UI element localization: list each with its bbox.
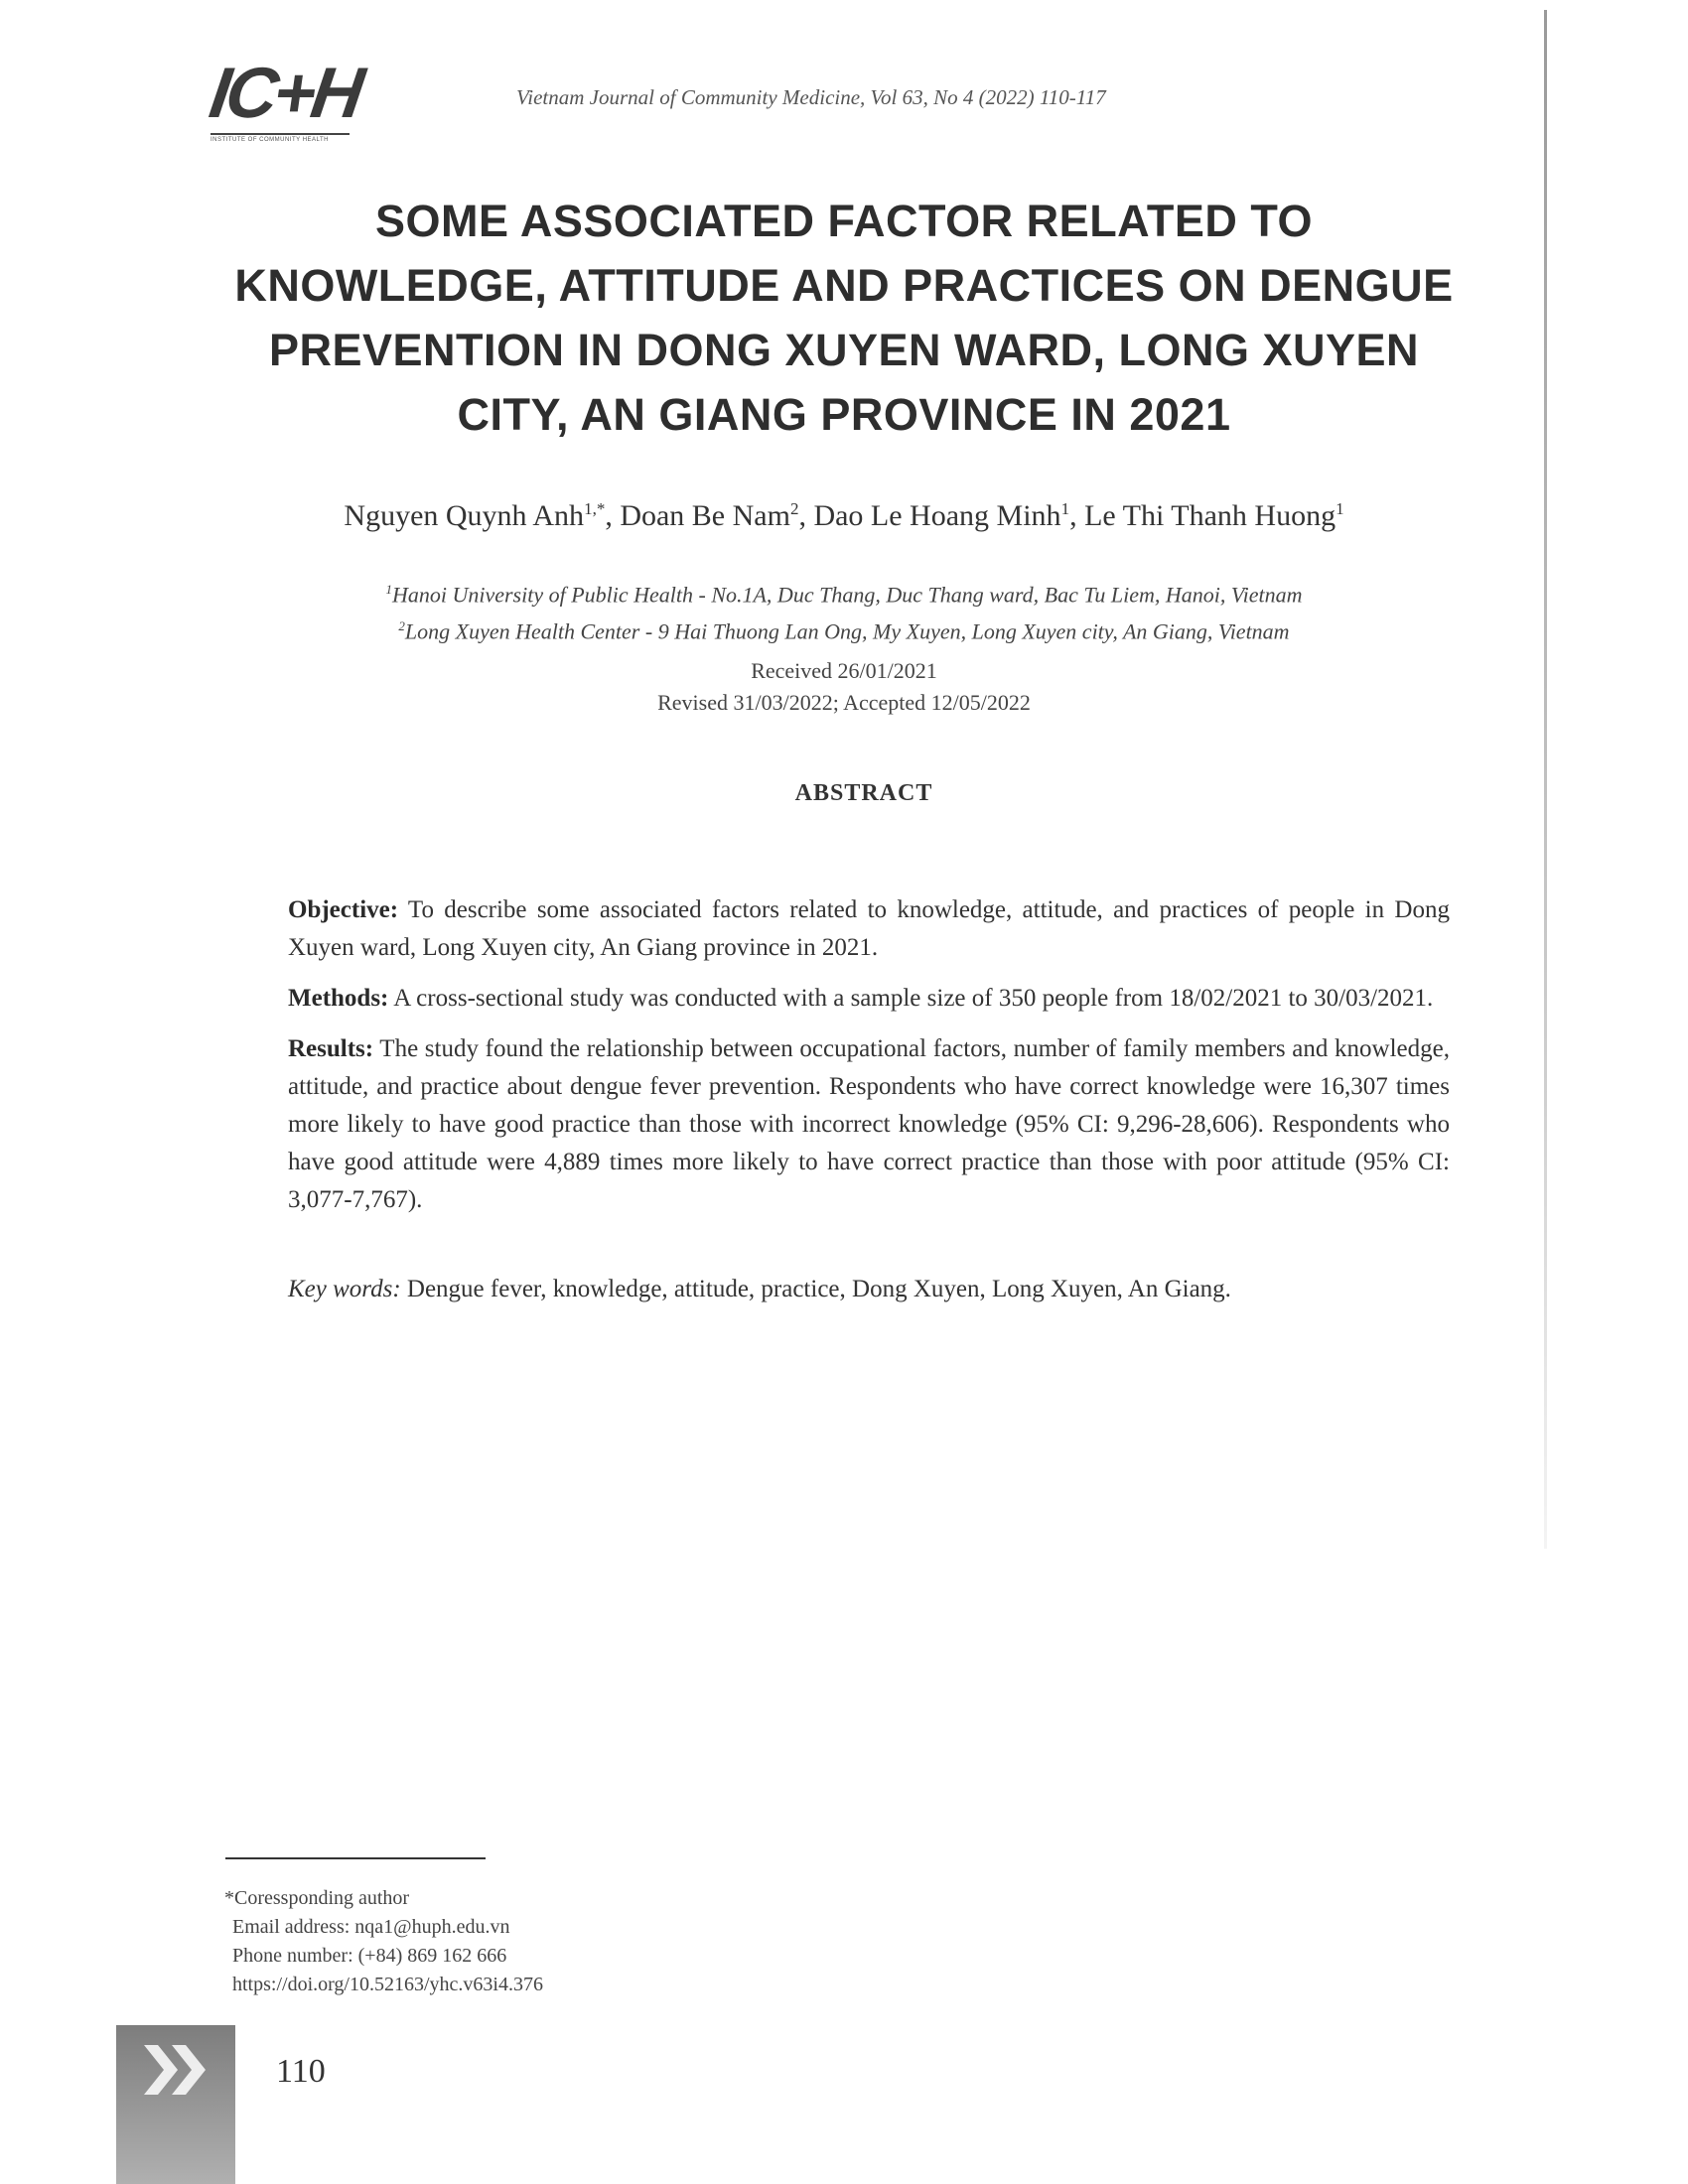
- abstract-keywords: [288, 1271, 1450, 1308]
- keywords-label: Key words:: [288, 1276, 401, 1302]
- results-label: Results:: [288, 1035, 374, 1062]
- keywords-text: Dengue fever, knowledge, attitude, practice, Dong Xuyen, Long Xuyen, An Giang.: [400, 1276, 1231, 1302]
- author-superscript: 1: [1060, 499, 1070, 518]
- affiliation-text: Hanoi University of Public Health - No.1A, Duc Thang, Duc Thang ward, Bac Tu Liem, Hanoi, Vietnam: [391, 582, 1303, 608]
- double-chevron-right-icon: [144, 2045, 210, 2095]
- page-edge-shadow: [1544, 10, 1547, 1549]
- article-title: SOME ASSOCIATED FACTOR RELATED TO KNOWLEDGE, ATTITUDE AND PRACTICES ON DENGUE PREVENTION IN DONG XUYEN WARD, LONG XUYEN CITY, AN GIANG PROVINCE IN 2021: [234, 196, 1454, 440]
- received-date: Received 26/01/2021: [751, 658, 937, 683]
- author-name: Doan Be Nam: [620, 499, 790, 532]
- affiliation-superscript: 2: [398, 618, 405, 634]
- author-name: Nguyen Quynh Anh: [344, 499, 585, 532]
- results-text: The study found the relationship between occupational factors, number of family members and knowledge, attitude, and practice about dengue fever prevention. Respondents who have correct knowledge were 16,307 times more likely to have good practice than those with incorrect knowledge (95% CI: 9,296-28,606). Respondents who have good attitude were 4,889 times more likely to have correct practice than those with poor attitude (95% CI: 3,077-7,767).: [288, 1035, 1450, 1213]
- footnote: [224, 1884, 919, 1999]
- objective-label: Objective:: [288, 896, 399, 923]
- revised-accepted-date: Revised 31/03/2022; Accepted 12/05/2022: [657, 690, 1031, 715]
- affiliation-list: [228, 574, 1460, 648]
- article-dates: [228, 655, 1460, 719]
- methods-label: Methods:: [288, 985, 389, 1012]
- doi-link: https://doi.org/10.52163/yhc.v63i4.376: [232, 1974, 543, 1995]
- author-superscript: 1: [1336, 499, 1344, 518]
- objective-text: To describe some associated factors related to knowledge, attitude, and practices of people in Dong Xuyen ward, Long Xuyen city, An Giang province in 2021.: [288, 896, 1450, 961]
- author-separator: ,: [798, 499, 814, 532]
- footnote-divider: [225, 1857, 486, 1859]
- abstract-heading: ABSTRACT: [794, 780, 933, 806]
- abstract-results: [288, 1030, 1450, 1219]
- author-superscript: 1,*: [584, 499, 606, 518]
- page-number: 110: [276, 2053, 326, 2090]
- abstract-methods: [288, 980, 1450, 1018]
- phone-number: Phone number: (+84) 869 162 666: [232, 1945, 507, 1967]
- author-name: Dao Le Hoang Minh: [813, 499, 1061, 532]
- logo-mark: IC+H: [205, 54, 365, 133]
- author-name: Le Thi Thanh Huong: [1084, 499, 1336, 532]
- affiliation: [228, 574, 1460, 611]
- affiliation-superscript: 1: [385, 582, 392, 597]
- journal-logo: [205, 54, 369, 147]
- abstract-objective: [288, 891, 1450, 967]
- author-list: [228, 499, 1460, 533]
- affiliation-text: Long Xuyen Health Center - 9 Hai Thuong Lan Ong, My Xuyen, Long Xuyen city, An Giang, Vietnam: [404, 618, 1290, 644]
- page-corner-tab: [116, 2025, 235, 2184]
- affiliation: [228, 611, 1460, 647]
- journal-citation: Vietnam Journal of Community Medicine, Vol 63, No 4 (2022) 110-117: [516, 85, 1106, 109]
- abstract-body: [288, 891, 1450, 1321]
- author-separator: ,: [605, 499, 621, 532]
- author-superscript: 2: [789, 499, 799, 518]
- corresponding-author-note: *Coressponding author: [224, 1887, 410, 1909]
- email-address: Email address: nqa1@huph.edu.vn: [232, 1916, 510, 1938]
- author-separator: ,: [1069, 499, 1085, 532]
- logo-subtitle: INSTITUTE OF COMMUNITY HEALTH: [211, 133, 350, 144]
- methods-text: A cross-sectional study was conducted with a sample size of 350 people from 18/02/2021 to 30/03/2021.: [388, 985, 1434, 1012]
